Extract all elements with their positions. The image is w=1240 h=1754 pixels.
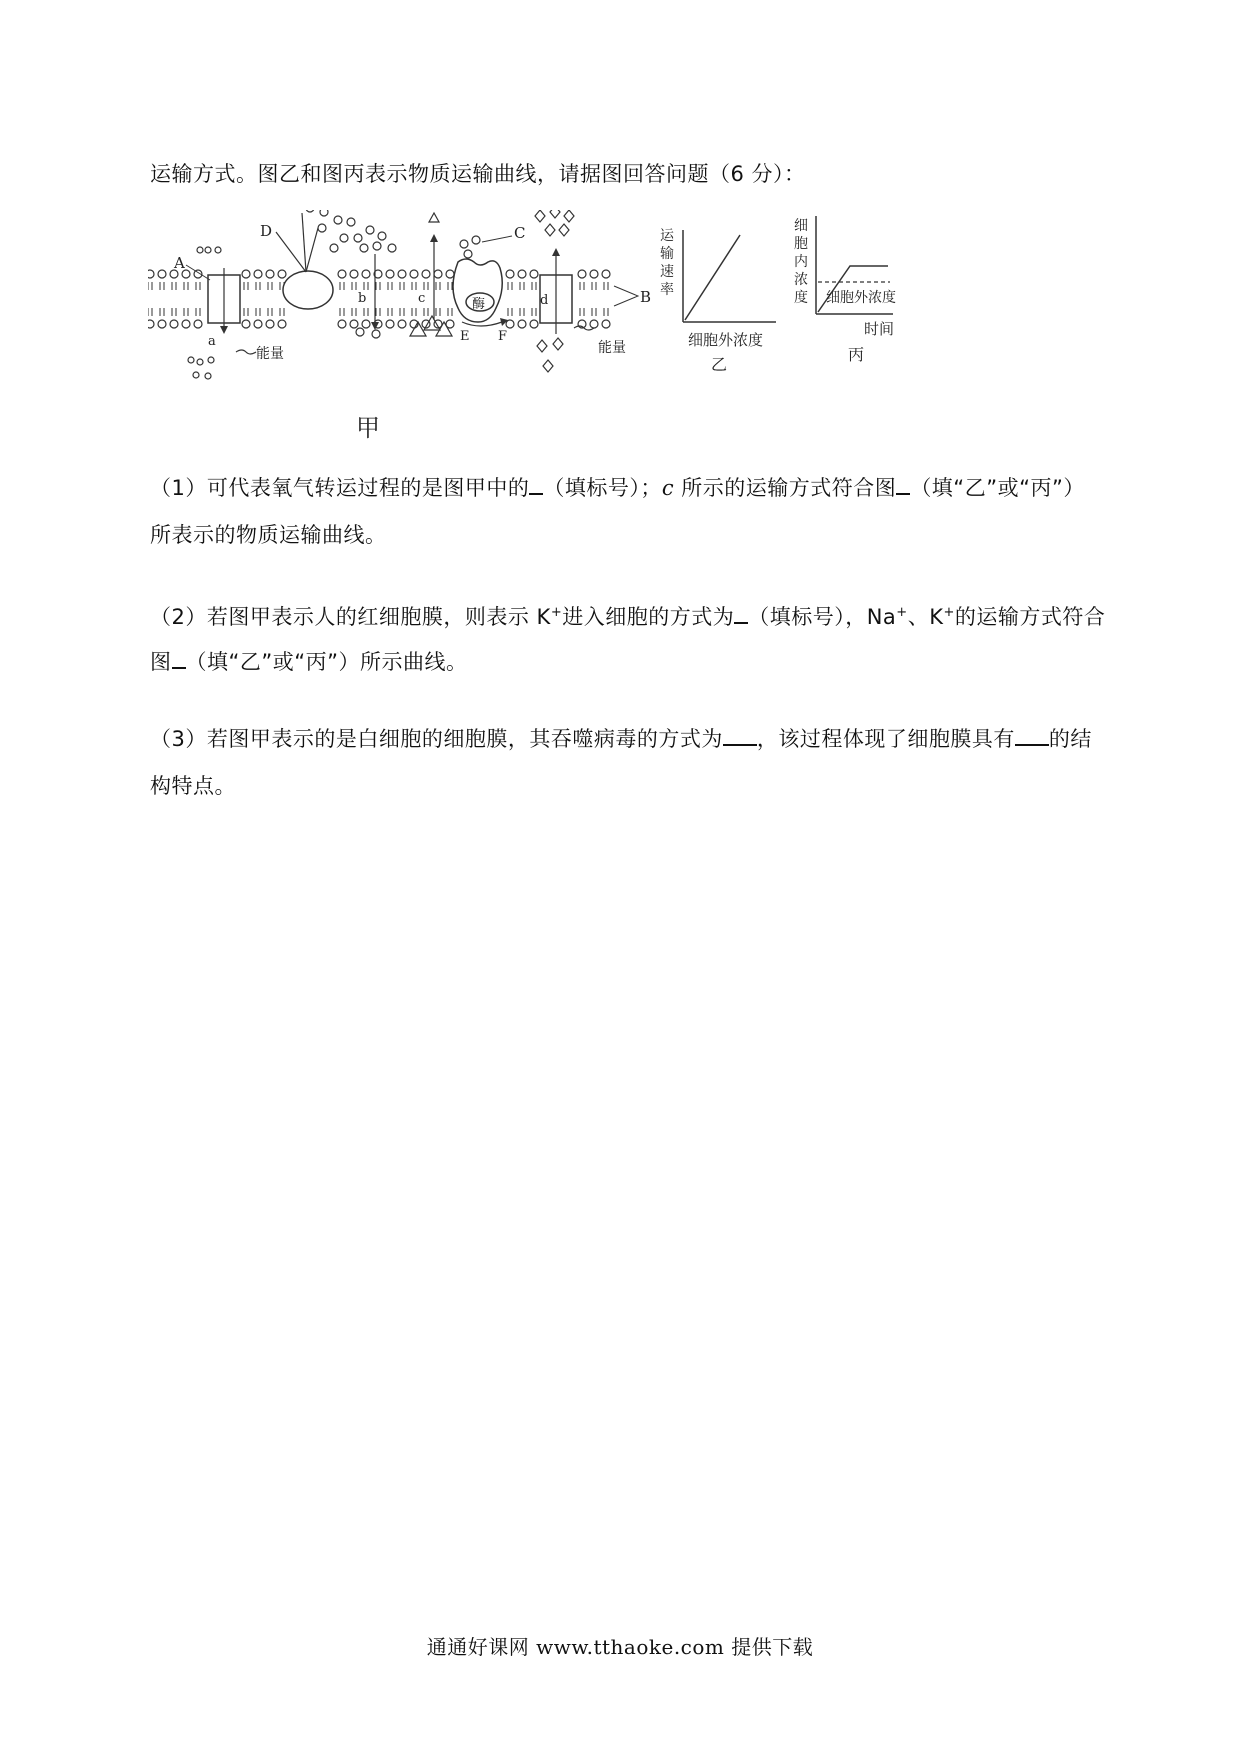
lipid-head (506, 270, 514, 278)
lipid-head (506, 320, 514, 328)
question-1-line-2: 所表示的物质运输曲线。 (150, 523, 387, 547)
lipid-head (182, 320, 190, 328)
lipid-head (148, 320, 154, 328)
lipid-head (398, 320, 406, 328)
enzyme-protein (453, 259, 502, 322)
figure-caption-jia: 甲 (356, 414, 380, 442)
lipid-head (578, 270, 586, 278)
lipid-head (530, 320, 538, 328)
lipid-head (338, 320, 346, 328)
lipid-head (362, 270, 370, 278)
vesicle-d (283, 271, 333, 309)
enzyme-label: 酶 (472, 297, 486, 312)
yi-ylabel-3: 速 (660, 264, 674, 280)
lipid-head (350, 270, 358, 278)
bing-ylabel-4: 浓 (794, 272, 808, 288)
question-2-line-2: 图 （填“乙”或“丙”）所示曲线。 (150, 647, 468, 676)
answer-blank-q3-2[interactable] (1015, 724, 1049, 746)
label-a: a (208, 334, 216, 349)
question-2-line-1: （2）若图甲表示人的红细胞膜，则表示 K+进入细胞的方式为 （填标号），Na+、K+的运输方式符合 (150, 599, 1105, 631)
label-C: C (514, 224, 526, 242)
question-3-line-2: 构特点。 (150, 774, 236, 798)
lipid-head (278, 320, 286, 328)
label-d: d (540, 293, 549, 308)
page-footer: 通通好课网 www.tthaoke.com 提供下载 (426, 1635, 814, 1659)
energy-label-left: 能量 (256, 346, 284, 362)
lipid-head (602, 270, 610, 278)
bing-ref-label: 细胞外浓度 (826, 290, 896, 306)
lipid-head (386, 270, 394, 278)
lipid-head (530, 270, 538, 278)
lipid-head (590, 320, 598, 328)
lipid-head (518, 270, 526, 278)
answer-blank-q1-1[interactable] (529, 473, 543, 495)
label-F: F (498, 329, 508, 344)
lipid-head (266, 270, 274, 278)
question-3-line-1: （3）若图甲表示的是白细胞的细胞膜，其吞噬病毒的方式为 ，该过程体现了细胞膜具有 的结 (150, 724, 1092, 753)
yi-caption: 乙 (711, 355, 728, 374)
label-c: c (418, 291, 426, 306)
yi-xlabel: 细胞外浓度 (688, 331, 764, 349)
lipid-head (422, 270, 430, 278)
answer-blank-q1-2[interactable] (896, 473, 910, 495)
bing-ylabel-2: 胞 (794, 236, 808, 252)
answer-blank-q2-1[interactable] (734, 602, 748, 624)
label-D: D (260, 222, 273, 240)
label-A: A (174, 254, 185, 272)
bing-ylabel-3: 内 (794, 254, 808, 270)
lipid-head (194, 320, 202, 328)
lipid-head (410, 270, 418, 278)
lipid-head (158, 270, 166, 278)
chart-bing (794, 216, 896, 364)
yi-ylabel-1: 运 (660, 228, 674, 244)
lipid-head (254, 320, 262, 328)
lipid-head (350, 320, 358, 328)
lipid-head (602, 320, 610, 328)
lipid-head (148, 270, 154, 278)
label-B: B (640, 288, 652, 306)
lipid-head (254, 270, 262, 278)
energy-label-right: 能量 (598, 340, 626, 356)
lipid-head (170, 320, 178, 328)
label-b: b (358, 291, 367, 306)
bing-ylabel-5: 度 (794, 290, 808, 306)
lipid-head (446, 270, 454, 278)
lipid-head (158, 320, 166, 328)
lipid-head (266, 320, 274, 328)
bing-ylabel-1: 细 (794, 218, 808, 234)
lipid-head (242, 270, 250, 278)
question-1-line-1: （1）可代表氧气转运过程的是图甲中的 （填标号）；c 所示的运输方式符合图 （填“乙”或“丙”） (150, 473, 1085, 502)
bing-xlabel: 时间 (864, 320, 895, 338)
answer-blank-q3-1[interactable] (723, 724, 757, 746)
membrane-transport-figure (148, 210, 1048, 450)
bing-caption: 丙 (848, 345, 865, 364)
chart-yi (660, 228, 776, 374)
lipid-head (278, 270, 286, 278)
intro-text: 运输方式。图乙和图丙表示物质运输曲线，请据图回答问题（6 分）： (150, 162, 806, 186)
lipid-head (338, 270, 346, 278)
lipid-head (386, 320, 394, 328)
lipid-head (362, 320, 370, 328)
yi-ylabel-2: 输 (660, 246, 674, 262)
lipid-head (518, 320, 526, 328)
label-E: E (460, 329, 470, 344)
lipid-head (434, 270, 442, 278)
linear-curve (685, 235, 740, 320)
lipid-head (590, 270, 598, 278)
lipid-head (398, 270, 406, 278)
yi-ylabel-4: 率 (660, 282, 674, 298)
lipid-head (242, 320, 250, 328)
answer-blank-q2-2[interactable] (172, 647, 186, 669)
